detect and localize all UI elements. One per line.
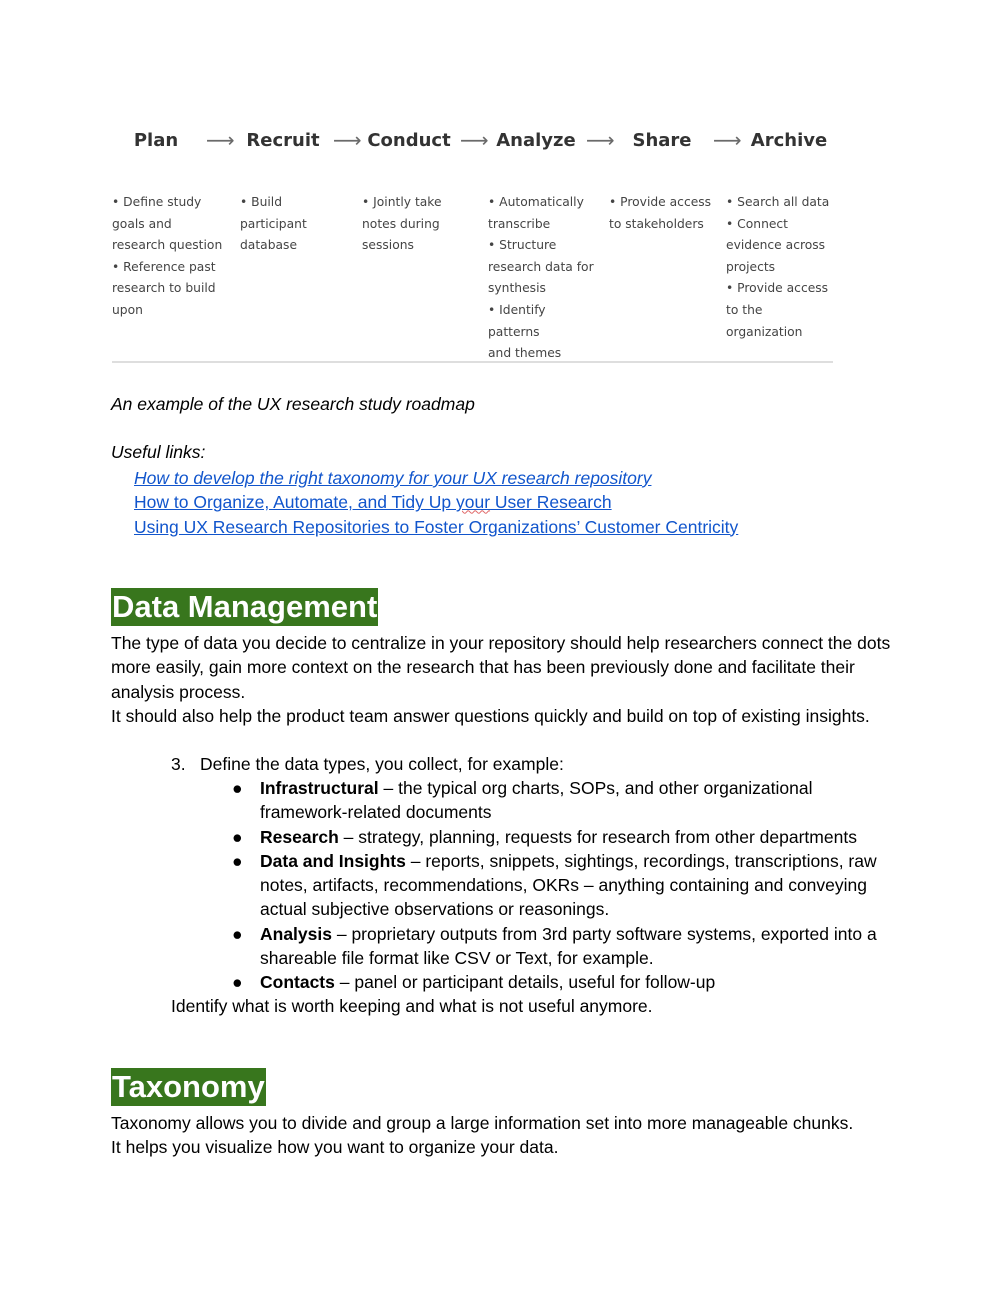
paragraph: It helps you visualize how you want to organize your data. <box>111 1137 559 1157</box>
stage-item: • Search all data <box>726 195 830 209</box>
stage-archive-title: Archive <box>750 130 828 151</box>
list-item <box>232 849 892 922</box>
stage-share-title: Share <box>632 130 692 151</box>
item-term: Contacts <box>260 972 335 993</box>
stage-item: • Automatically transcribe <box>488 195 584 231</box>
stage-item: • Provide access to stakeholders <box>609 195 712 231</box>
stage-item: • Define study goals and research question <box>112 195 223 253</box>
stage-item: • Connect evidence across projects <box>726 216 826 274</box>
bullet-icon: ● <box>232 778 243 798</box>
useful-links-label: Useful links: <box>111 442 206 462</box>
paragraph: The type of data you decide to centralize in your repository should help researchers connect the dots more easily, gain more context on the research that has been previously done and facilitate their analysis process. <box>111 633 891 702</box>
item-desc: – proprietary outputs from 3rd party software systems, exported into a shareable file format like CSV or Text, for example. <box>260 923 877 969</box>
item-desc: – reports, snippets, sightings, recordings, transcriptions, raw notes, artifacts, recommendations, OKRs – anything containing and conveying actual subjective observations or reasonings. <box>260 850 877 920</box>
bullet-icon: ● <box>232 972 243 993</box>
item-term: Data and Insights <box>260 850 406 871</box>
stage-plan-items <box>112 192 224 322</box>
arrow-icon: ⟶ <box>460 128 489 152</box>
paragraph: Identify what is worth keeping and what is not useful anymore. <box>171 996 653 1016</box>
stage-analyze-items <box>488 192 600 365</box>
data-types-list <box>232 776 892 995</box>
stage-conduct-title: Conduct <box>367 130 451 151</box>
item-term: Research <box>260 826 339 847</box>
stage-analyze-title: Analyze <box>496 130 576 151</box>
arrow-icon: ⟶ <box>206 128 235 152</box>
item-term: Analysis <box>260 923 332 944</box>
spellcheck-word: your <box>455 492 491 513</box>
stage-recruit-items <box>240 192 352 257</box>
list-item <box>232 922 892 971</box>
bullet-icon: ● <box>232 850 243 871</box>
roadmap-figure <box>112 120 836 364</box>
bullet-icon: ● <box>232 826 243 847</box>
link-text: User Research <box>490 492 612 513</box>
stage-share-items <box>609 192 721 235</box>
stage-conduct-items <box>362 192 474 257</box>
link-text: How to Organize, Automate, and Tidy Up <box>134 492 456 513</box>
link-repositories-article[interactable]: Using UX Research Repositories to Foster Organizations’ Customer Centricity <box>134 516 739 537</box>
stage-recruit-title: Recruit <box>246 130 320 151</box>
item-desc: – panel or participant details, useful for follow-up <box>334 972 716 993</box>
stage-item: • Reference past research to build upon <box>112 259 216 317</box>
link-organize-research[interactable] <box>134 490 738 514</box>
item-term: Infrastructural <box>260 778 379 798</box>
taxonomy-heading: Taxonomy <box>112 1069 265 1104</box>
stage-item: • Identify patterns and themes <box>488 302 562 361</box>
list-item <box>232 970 892 994</box>
paragraph: It should also help the product team answer questions quickly and build on top of existing insights. <box>111 706 870 726</box>
item-desc: – strategy, planning, requests for research from other departments <box>338 826 857 847</box>
arrow-icon: ⟶ <box>713 128 742 152</box>
stage-archive-items <box>726 192 838 343</box>
paragraph: Taxonomy allows you to divide and group a large information set into more manageable chunks. <box>111 1113 854 1133</box>
link-taxonomy-article[interactable]: How to develop the right taxonomy for your UX research repository <box>134 468 652 488</box>
stage-plan-title: Plan <box>133 130 179 151</box>
item-desc: – the typical org charts, SOPs, and other organizational framework-related documents <box>260 778 813 823</box>
stage-item: • Jointly take notes during sessions <box>362 195 442 253</box>
list-item <box>232 776 892 825</box>
arrow-icon: ⟶ <box>333 128 362 152</box>
stage-item: • Structure research data for synthesis <box>488 238 594 296</box>
list-item <box>232 825 892 849</box>
bullet-icon: ● <box>232 923 243 944</box>
numbered-step <box>171 752 564 776</box>
arrow-icon: ⟶ <box>586 128 615 152</box>
figure-divider <box>112 361 833 363</box>
stage-item: • Provide access to the organization <box>726 281 829 339</box>
useful-links-list <box>134 466 738 539</box>
stage-item: • Build participant database <box>240 195 307 253</box>
step-number: 3. <box>171 754 186 774</box>
figure-caption: An example of the UX research study roadmap <box>111 394 475 414</box>
step-text: Define the data types, you collect, for example: <box>200 754 564 774</box>
data-management-heading: Data Management <box>112 589 378 624</box>
